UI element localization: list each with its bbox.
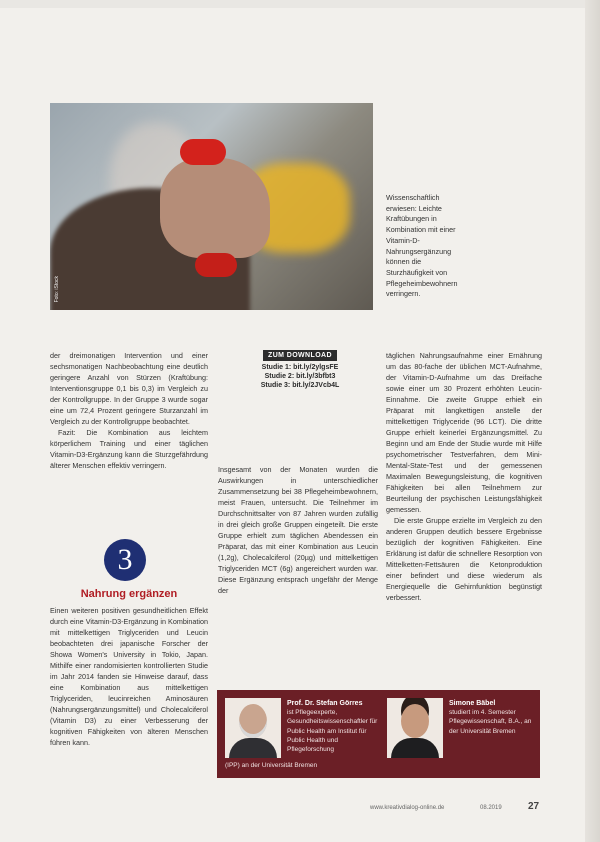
column-left-top (50, 350, 208, 471)
scan-border (0, 0, 600, 8)
column-middle (218, 464, 378, 596)
portrait-body (229, 738, 277, 758)
download-heading: ZUM DOWNLOAD (263, 350, 337, 361)
footer-issue: 08.2019 (480, 805, 502, 811)
paragraph-middle: Insgesamt von der Monaten wurden die Auswirkungen in unterschiedlicher Zusammensetzung bei 38 Pflegeheimbewohnern, meist Frauen, untersucht. Die Teilnehmer im Durchschnittsalter von 87 Jahren wurden zufällig in drei gleich große Gruppen eingeteilt. Die erste Gruppe erhielt zum täglichen Abendessen ein Präparat, das mit einer Kombination aus Leucin (1,2g), Cholecalciferol (20µg) und mittelkettigen Triglyceriden MCT (6g) angereichert wurden war. Diese Ergänzung entsprach ungefähr der Menge der (218, 465, 378, 595)
photo-credit: Foto: iStock (54, 275, 60, 302)
download-link-study-3[interactable]: Studie 3: bit.ly/2JVcb4L (260, 382, 340, 389)
author-info-goerres (287, 699, 383, 754)
author-portrait-goerres (225, 698, 281, 758)
author-info-baebel (449, 699, 535, 736)
photo-dumbbell-bottom (195, 253, 237, 277)
column-left-bottom (50, 605, 208, 748)
paragraph-conclusion: Fazit: Die Kombination aus leichtem körperlichem Training und einer täglichen Vitamin-D3-Ergänzung kann die Sturzgefährdung älterer Menschen effektiv verringern. (50, 428, 208, 470)
author-name: Simone Bäbel (449, 700, 496, 707)
download-link-study-1[interactable]: Studie 1: bit.ly/2ylgsFE (261, 364, 339, 371)
author-bio: studiert im 4. Semester Pflegewissenschaft, B.A., an der Universität Bremen (449, 709, 532, 735)
author-portrait-baebel (387, 698, 443, 758)
author-bio: ist Pflegeexperte, Gesundheitswissenschaftler für Public Health am Institut für Public Health und Pflegeforschung (287, 709, 378, 754)
section-number-badge: 3 (104, 539, 146, 581)
portrait-head (239, 704, 267, 738)
author-name: Prof. Dr. Stefan Görres (287, 700, 363, 707)
article-photo (50, 103, 373, 310)
column-right (386, 350, 542, 603)
paragraph-body: Einen weiteren positiven gesundheitlichen Effekt durch eine Vitamin-D3-Ergänzung in Kombination mit mittelkettigen Triglyceriden und Leucin beobachteten drei japanische Forscher der Showa Women's University in Tokio, Japan. Mithilfe einer randomisierten kontrollierten Studie im Jahr 2014 fanden sie Hinweise darauf, dass eine Kombination aus mittelkettigen Triglyceriden, leucinreichen Aminosäuren (Nahrungsergänzungsmittel) und Cholecalciferol (Vitamin D3) zu einer Verbesserung der kognitiven Fähigkeiten von älteren Menschen führen kann. (50, 606, 208, 747)
author-bio-continued: (IPP) an der Universität Bremen (225, 762, 318, 769)
portrait-body (391, 738, 439, 758)
download-box (220, 350, 380, 390)
page-edge (585, 0, 600, 842)
footer-url[interactable]: www.kreativdialog-online.de (370, 805, 445, 811)
paragraph-right-2: Die erste Gruppe erzielte im Vergleich zu den anderen Gruppen deutlich bessere Ergebnisse bezüglich der kognitiven Fähigkeiten. Eine Erklärung ist dafür die schnellere Resorption von Mittelketten-Fettsäuren die Ketonproduktion einer befindert und diese wiederum als Energiequelle die Gehirnfunktion begünstigt verbessert. (386, 516, 542, 602)
paragraph-intro: der dreimonatigen Intervention und einer sechsmonatigen Nachbeobachtung eine deutlich geringere Anzahl von Stürzen (Kraftübung: Interventionsgruppe 0,1 bis 0,3) im Vergleich zu der Kontrollgruppe. In der Gruppe 3 wurde sogar eine um 72,4 Prozent geringere Sturzanzahl im Vergleich zu der Kontrollgruppe beobachtet. (50, 351, 208, 426)
photo-dumbbell-top (180, 139, 226, 165)
photo-caption: Wissenschaftlich erwiesen: Leichte Kraftübungen in Kombination mit einer Vitamin-D-Nahrungsergänzung können die Sturzhäufigkeit von Pflegeheimbewohnern verringern. (386, 193, 458, 299)
portrait-head (401, 704, 429, 738)
paragraph-right: täglichen Nahrungsaufnahme einer Ernährung um das 80-fache der üblichen MCT-Aufnahme, der Vitamin-D-Aufnahme um das Dreifache sowie einer um 30 Prozent erhöhten Leucin-Einnahme. Die zweite Gruppe erhielt ein Präparat mit langkettigen anstelle der mittelkettigen Triglyceride (96 LCT). Die dritte Gruppe erhielt keinerlei Ergänzungsmittel. Zu Beginn und am Ende der Studie wurde mit Hilfe psychometrischer Testverfahren, dem Mini-Mental-State-Test und der gemessenen Maximalen Bewegungsleistung, die kognitiven Fähigkeiten bei allen Teilnehmern zur Beurteilung der psychischen Leistungsfähigkeit gemessen. (386, 351, 542, 514)
photo-hand (160, 158, 270, 258)
download-link-study-2[interactable]: Studie 2: bit.ly/3bfbt3 (264, 373, 336, 380)
author-box (217, 690, 540, 778)
section-title: Nahrung ergänzen (80, 588, 178, 600)
page-number: 27 (528, 801, 540, 812)
